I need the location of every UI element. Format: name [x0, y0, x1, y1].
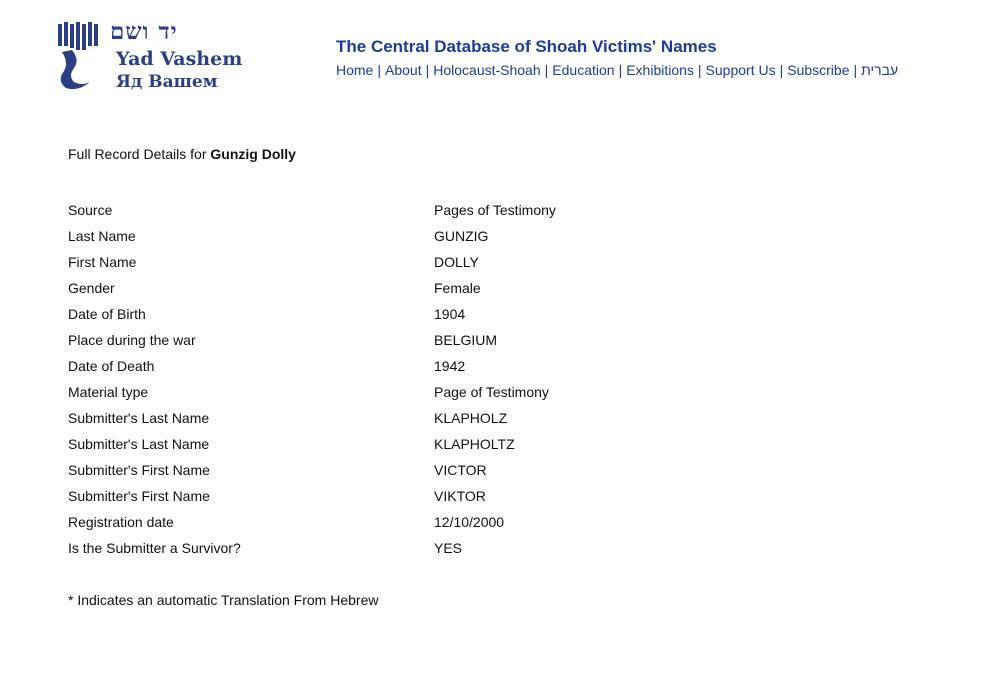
nav-separator: |: [697, 62, 702, 78]
field-label: Source: [68, 202, 113, 218]
field-label: Last Name: [68, 228, 136, 244]
yad-vashem-logo[interactable]: [56, 18, 246, 96]
field-value: KLAPHOLZ: [434, 410, 508, 426]
table-row: [68, 275, 556, 301]
field-value: DOLLY: [434, 254, 479, 270]
field-label: Registration date: [68, 514, 174, 530]
nav-separator: |: [853, 62, 858, 78]
table-row: [68, 509, 556, 535]
field-label: Submitter's First Name: [68, 462, 210, 478]
field-value: 1904: [434, 306, 466, 322]
table-row: [68, 483, 556, 509]
nav-hebrew-link[interactable]: עברית: [861, 62, 899, 78]
top-nav: [336, 62, 898, 78]
nav-about-link[interactable]: About: [385, 62, 422, 78]
site-title: The Central Database of Shoah Victims' Names: [336, 37, 717, 56]
field-value: KLAPHOLTZ: [434, 436, 515, 452]
field-label: Date of Death: [68, 358, 155, 374]
logo-latin-text: Yad Vashem: [116, 48, 243, 70]
field-label: Submitter's First Name: [68, 488, 210, 504]
field-value: 12/10/2000: [434, 514, 505, 530]
table-row: [68, 535, 556, 561]
nav-home-link[interactable]: Home: [336, 62, 374, 78]
menorah-icon: [56, 20, 104, 92]
table-row: [68, 405, 556, 431]
table-row: [68, 249, 556, 275]
nav-exhibitions-link[interactable]: Exhibitions: [626, 62, 694, 78]
table-row: [68, 457, 556, 483]
table-row: [68, 353, 556, 379]
table-row: [68, 431, 556, 457]
nav-education-link[interactable]: Education: [552, 62, 615, 78]
logo-cyrillic-text: Яд Вашем: [116, 72, 218, 92]
record-details-table: [68, 197, 556, 561]
field-label: Is the Submitter a Survivor?: [68, 540, 241, 556]
field-value: Page of Testimony: [434, 384, 549, 400]
field-value: GUNZIG: [434, 228, 489, 244]
nav-holocaust-shoah-link[interactable]: Holocaust-Shoah: [433, 62, 541, 78]
field-value: Pages of Testimony: [434, 202, 556, 218]
nav-separator: |: [779, 62, 784, 78]
nav-separator: |: [618, 62, 623, 78]
record-heading-prefix: Full Record Details for: [68, 146, 207, 162]
nav-separator: |: [377, 62, 381, 78]
field-label: First Name: [68, 254, 137, 270]
record-heading: [68, 146, 296, 162]
table-row: [68, 301, 556, 327]
nav-separator: |: [425, 62, 430, 78]
field-label: Material type: [68, 384, 149, 400]
field-value: 1942: [434, 358, 466, 374]
table-row: [68, 379, 556, 405]
field-value: Female: [434, 280, 481, 296]
field-value: VICTOR: [434, 462, 487, 478]
field-label: Submitter's Last Name: [68, 410, 210, 426]
record-heading-name: Gunzig Dolly: [210, 146, 296, 162]
field-label: Gender: [68, 280, 115, 296]
table-row: [68, 197, 556, 223]
nav-subscribe-link[interactable]: Subscribe: [787, 62, 850, 78]
table-row: [68, 223, 556, 249]
logo-hebrew-text: יד ושם: [110, 18, 178, 45]
translation-footnote: * Indicates an automatic Translation From Hebrew: [68, 592, 379, 608]
nav-separator: |: [544, 62, 549, 78]
field-label: Place during the war: [68, 332, 196, 348]
nav-support-us-link[interactable]: Support Us: [705, 62, 776, 78]
field-label: Submitter's Last Name: [68, 436, 210, 452]
table-row: [68, 327, 556, 353]
field-value: BELGIUM: [434, 332, 498, 348]
field-value: VIKTOR: [434, 488, 486, 504]
field-label: Date of Birth: [68, 306, 146, 322]
field-value: YES: [434, 540, 463, 556]
